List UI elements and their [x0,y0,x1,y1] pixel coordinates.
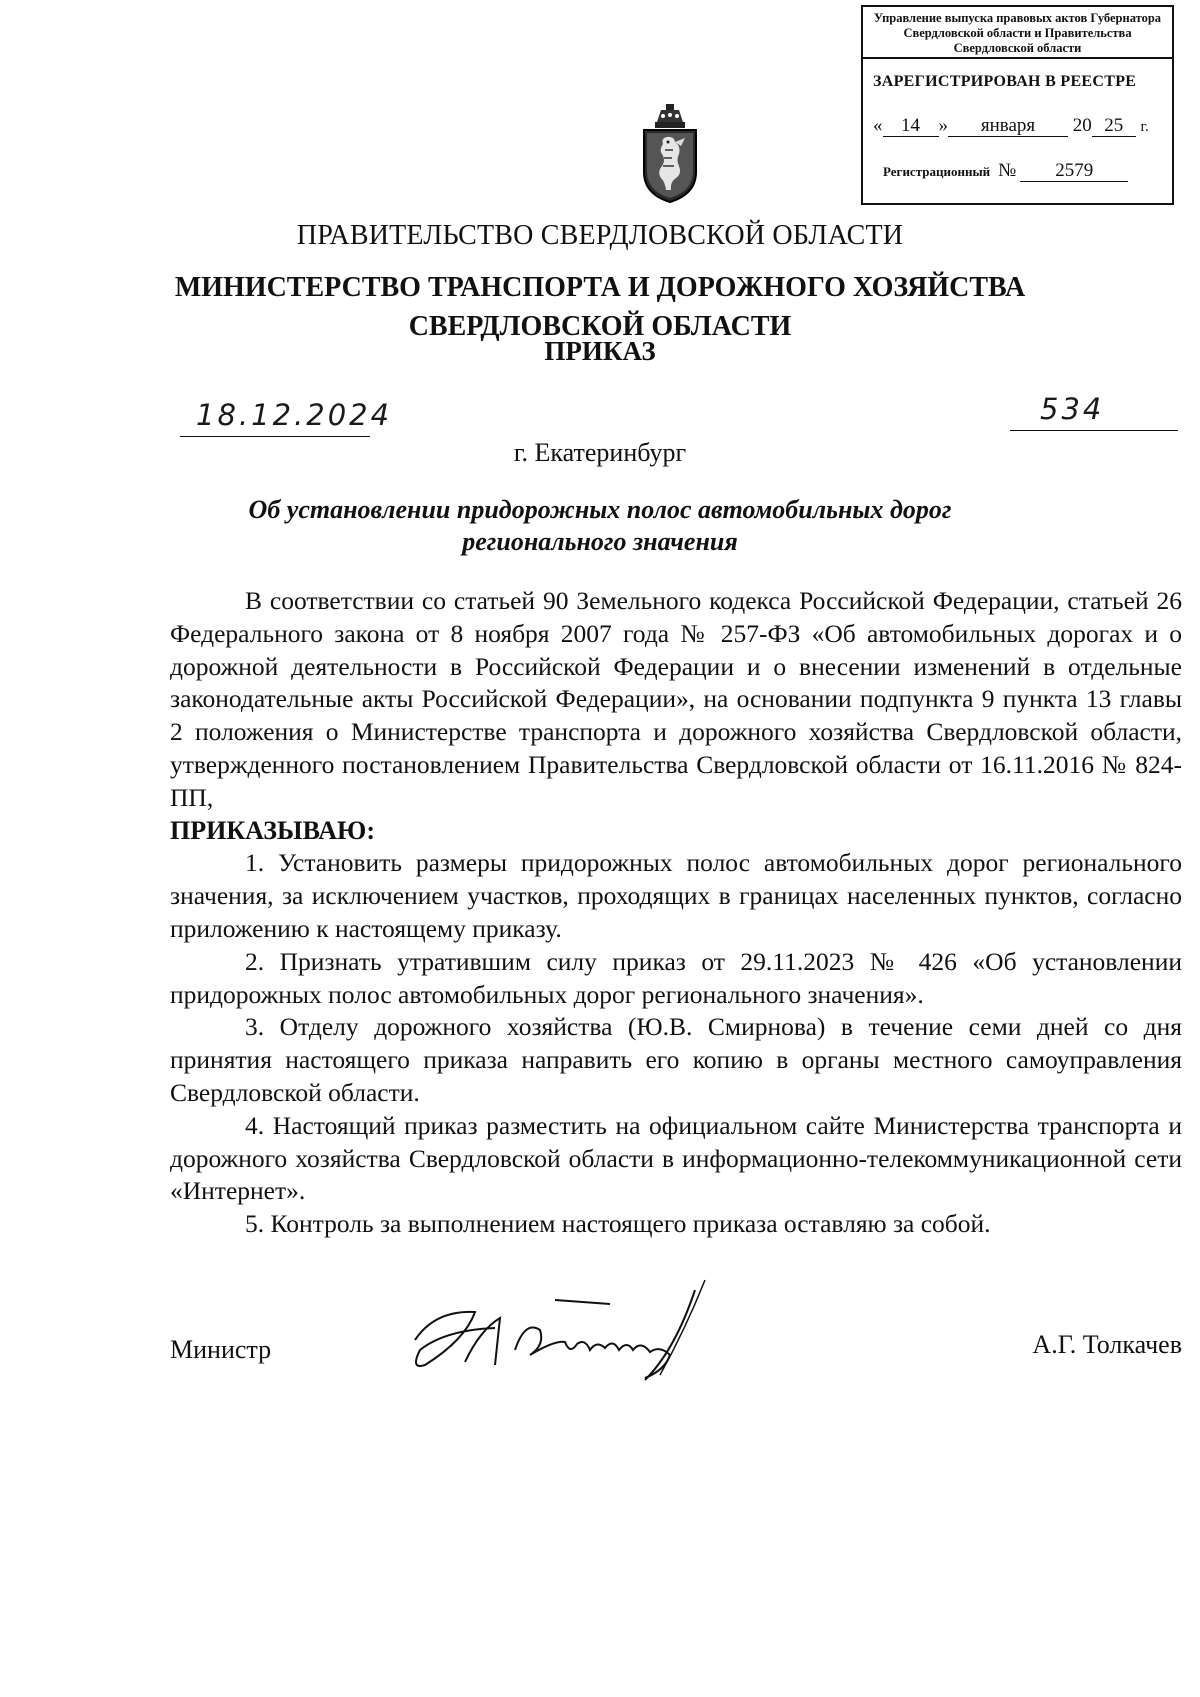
registration-stamp [861,5,1174,205]
signatory-position: Министр [170,1335,272,1364]
coat-of-arms-icon [641,104,699,204]
title-line-1: Об установлении придорожных полос автомобильных дорог [248,495,952,524]
stamp-number-sign: № [998,160,1017,181]
document-body [170,585,1182,1241]
order-item-5: 5. Контроль за выполнением настоящего приказа оставляю за собой. [245,1209,991,1239]
stamp-reg-number: 2579 [1020,161,1128,182]
order-item-3: 3. Отделу дорожного хозяйства (Ю.В. Смирнова) в течение семи дней со дня принятия настоящего приказа направить его копию в органы местного самоуправления Свердловской области. [170,1012,1182,1107]
order-item-4: 4. Настоящий приказ разместить на официальном сайте Министерства транспорта и дорожного хозяйства Свердловской области в информационно-телекоммуникационной сети «Интернет». [170,1110,1182,1206]
handwritten-signature [405,1270,745,1410]
title-line-2: регионального значения [462,527,738,556]
stamp-year-unit: г. [1140,119,1149,135]
date-underline [180,436,370,437]
order-date-handwritten: 18.12.2024 [196,398,393,432]
order-number-handwritten: 534 [1040,392,1105,426]
stamp-open-quote: « [873,115,883,136]
stamp-date [873,115,1149,137]
stamp-day: 14 [883,116,939,137]
preamble-paragraph: В соответствии со статьей 90 Земельного кодекса Российской Федерации, статьей 26 Федерального закона от 8 ноября 2007 года № 257-ФЗ «Об автомобильных дорогах и о дорожной деятельности в Российской Федерации и о внесении изменений в отдельные законодательные акты Российской Федерации», на основании подпункта 9 пункта 13 главы 2 положения о Министерстве транспорта и дорожного хозяйства Свердловской области, утвержденного постановлением Правительства Свердловской области от 16.11.2016 № 824-ПП, [170,586,1182,812]
stamp-registered-label: ЗАРЕГИСТРИРОВАН В РЕЕСТРЕ [873,73,1137,90]
signatory-name: А.Г. Толкачев [1032,1330,1182,1359]
stamp-year-suffix: 25 [1092,116,1136,137]
stamp-reg-label: Регистрационный [883,164,991,179]
ministry-line-2: СВЕРДЛОВСКОЙ ОБЛАСТИ [408,311,792,342]
stamp-month: января [948,116,1068,137]
order-item-2: 2. Признать утратившим силу приказ от 29.11.2023 № 426 «Об установлении придорожных полос автомобильных дорог регионального значения». [170,946,1182,1009]
government-header: ПРАВИТЕЛЬСТВО СВЕРДЛОВСКОЙ ОБЛАСТИ [296,220,904,251]
ministry-line-1: МИНИСТЕРСТВО ТРАНСПОРТА И ДОРОЖНОГО ХОЗЯЙСТВА [174,272,1026,303]
document-type: ПРИКАЗ [544,336,656,366]
stamp-year-prefix: 20 [1072,115,1092,136]
order-item-1: 1. Установить размеры придорожных полос автомобильных дорог регионального значения, за исключением участков, проходящих в границах населенных пунктов, согласно приложению к настоящему приказу. [170,848,1182,943]
stamp-office: Управление выпуска правовых актов Губернатора Свердловской области и Правительства Свердловской области [863,7,1172,59]
document-title [0,494,1200,558]
ministry-name [0,268,1200,346]
order-command: ПРИКАЗЫВАЮ: [170,815,375,845]
stamp-close-quote: » [938,115,948,136]
stamp-reg-number-row [883,160,1128,182]
city: г. Екатеринбург [513,438,687,467]
number-underline [1010,430,1178,431]
